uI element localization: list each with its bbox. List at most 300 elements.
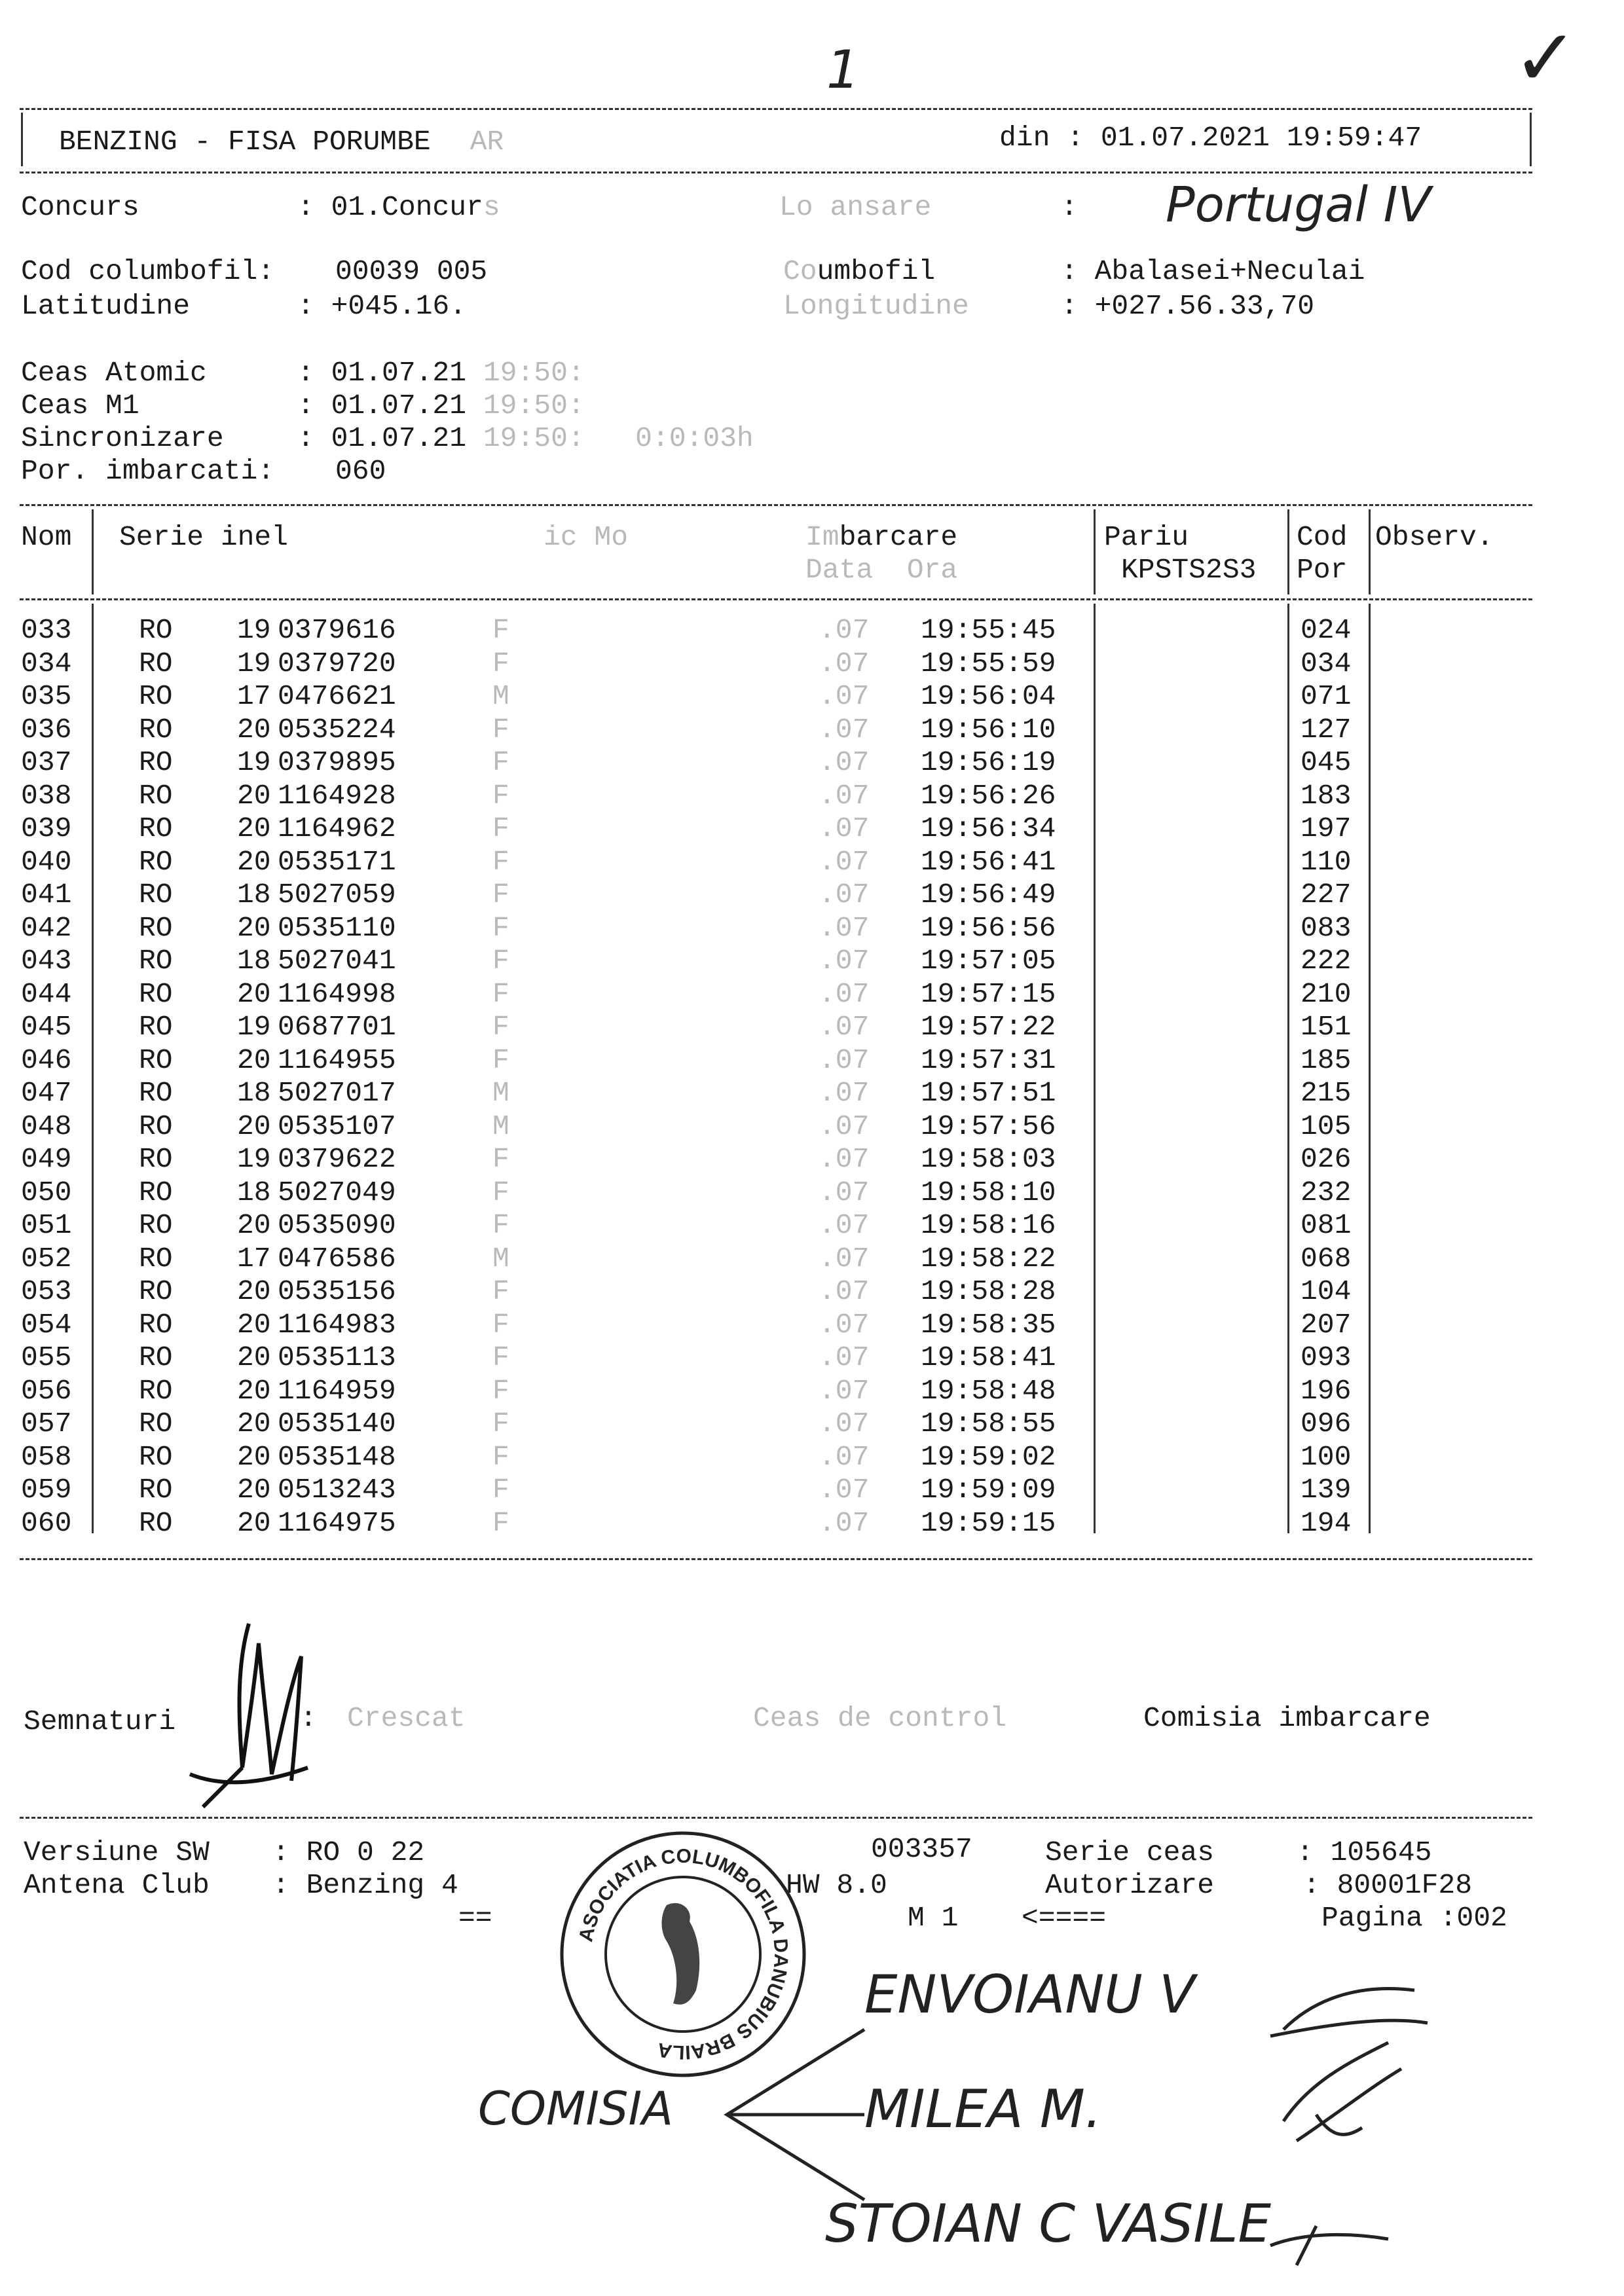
cell-inel: 0535090 (278, 1209, 396, 1241)
cell-ora: 19:56:56 (921, 911, 1056, 944)
cell-inel: 1164998 (278, 977, 396, 1010)
cell-cod: 215 (1301, 1077, 1352, 1109)
cell-inel: 0535140 (278, 1408, 396, 1440)
page-title: BENZING - FISA PORUMBE AR (59, 126, 504, 158)
cell-nom: 043 (21, 945, 72, 977)
cell-sex: F (492, 1143, 509, 1175)
columbofil-value: : Abalasei+Neculai (1061, 255, 1365, 287)
table-row (0, 714, 1624, 746)
cell-data: .07 (819, 1209, 870, 1241)
cell-ora: 19:58:55 (921, 1408, 1056, 1440)
cell-an: 20 (237, 1275, 271, 1307)
col-header-observ: Observ. (1375, 521, 1494, 553)
cell-an: 20 (237, 1374, 271, 1407)
cell-data: .07 (819, 1275, 870, 1307)
cell-sex: F (492, 1474, 509, 1506)
cell-nom: 055 (21, 1341, 72, 1374)
cell-ora: 19:57:05 (921, 945, 1056, 977)
cell-ora: 19:58:28 (921, 1275, 1056, 1307)
autorizare-value: : 80001F28 (1303, 1869, 1473, 1901)
table-row (0, 1243, 1624, 1275)
col-divider-pariu-head (1094, 509, 1096, 594)
cell-inel: 5027059 (278, 879, 396, 911)
cell-ora: 19:56:26 (921, 779, 1056, 812)
cell-nom: 048 (21, 1110, 72, 1142)
lansare-handwritten: Portugal IV (1166, 177, 1431, 233)
cell-sex: F (492, 911, 509, 944)
cell-nom: 060 (21, 1506, 72, 1539)
cell-cod: 151 (1301, 1011, 1352, 1043)
cell-an: 20 (237, 1110, 271, 1142)
cell-an: 18 (237, 1077, 271, 1109)
cell-cod: 081 (1301, 1209, 1352, 1241)
cell-cod: 197 (1301, 812, 1352, 845)
cell-cod: 185 (1301, 1044, 1352, 1076)
cell-tara: RO (139, 1308, 173, 1341)
cell-data: .07 (819, 1474, 870, 1506)
table-row (0, 780, 1624, 812)
cell-tara: RO (139, 680, 173, 712)
cell-inel: 0687701 (278, 1011, 396, 1043)
cell-cod: 227 (1301, 879, 1352, 911)
ceas-atomic-value: : 01.07.21 19:50: (297, 357, 585, 389)
cell-nom: 037 (21, 746, 72, 778)
table-row (0, 1011, 1624, 1044)
cell-nom: 041 (21, 879, 72, 911)
cell-data: .07 (819, 879, 870, 911)
cell-sex: M (492, 680, 509, 712)
cell-inel: 0379616 (278, 614, 396, 646)
header-top-rule (20, 108, 1532, 110)
cell-an: 19 (237, 1143, 271, 1175)
cell-sex: F (492, 746, 509, 778)
cell-ora: 19:56:41 (921, 845, 1056, 878)
cell-data: .07 (819, 845, 870, 878)
cell-cod: 222 (1301, 945, 1352, 977)
cell-data: .07 (819, 1308, 870, 1341)
cell-sex: F (492, 779, 509, 812)
cell-inel: 5027041 (278, 945, 396, 977)
cell-nom: 044 (21, 977, 72, 1010)
cell-an: 18 (237, 879, 271, 911)
cell-an: 20 (237, 1308, 271, 1341)
table-row (0, 1275, 1624, 1308)
cod-columbofil-value: 00039 005 (335, 255, 488, 287)
ceas-m1-value: : 01.07.21 19:50: (297, 390, 585, 422)
cell-nom: 052 (21, 1242, 72, 1275)
table-row (0, 912, 1624, 945)
cell-nom: 058 (21, 1440, 72, 1473)
cell-tara: RO (139, 1110, 173, 1142)
col-header-cod: Cod (1297, 521, 1348, 553)
cell-an: 19 (237, 614, 271, 646)
cell-cod: 127 (1301, 713, 1352, 746)
cell-nom: 046 (21, 1044, 72, 1076)
cell-inel: 0535171 (278, 845, 396, 878)
cell-data: .07 (819, 1077, 870, 1109)
table-row (0, 1474, 1624, 1506)
cell-an: 20 (237, 1209, 271, 1241)
cell-cod: 104 (1301, 1275, 1352, 1307)
serie-ceas-value: : 105645 (1297, 1836, 1432, 1868)
cell-cod: 232 (1301, 1176, 1352, 1209)
cell-ora: 19:56:04 (921, 680, 1056, 712)
signatures-colon: : (300, 1702, 317, 1734)
cell-tara: RO (139, 1440, 173, 1473)
cell-nom: 054 (21, 1308, 72, 1341)
cell-cod: 207 (1301, 1308, 1352, 1341)
cell-inel: 0535113 (278, 1341, 396, 1374)
cell-nom: 050 (21, 1176, 72, 1209)
cell-inel: 1164928 (278, 779, 396, 812)
footer-top-rule (20, 1817, 1532, 1819)
cell-data: .07 (819, 779, 870, 812)
cell-tara: RO (139, 1275, 173, 1307)
table-row (0, 846, 1624, 879)
cell-nom: 040 (21, 845, 72, 878)
cell-ora: 19:58:16 (921, 1209, 1056, 1241)
cell-sex: F (492, 713, 509, 746)
header-left-border (21, 113, 23, 166)
table-row (0, 647, 1624, 680)
col-header-pariu: Pariu (1104, 521, 1189, 553)
cell-nom: 059 (21, 1474, 72, 1506)
cell-ora: 19:57:51 (921, 1077, 1056, 1109)
cell-cod: 105 (1301, 1110, 1352, 1142)
cell-nom: 039 (21, 812, 72, 845)
cell-tara: RO (139, 1341, 173, 1374)
cell-data: .07 (819, 812, 870, 845)
cell-sex: F (492, 945, 509, 977)
cell-tara: RO (139, 1143, 173, 1175)
cell-tara: RO (139, 879, 173, 911)
cell-sex: F (492, 614, 509, 646)
cell-data: .07 (819, 713, 870, 746)
commission-member-2: MILEA M. (864, 2079, 1102, 2140)
cell-sex: F (492, 1308, 509, 1341)
cell-an: 17 (237, 1242, 271, 1275)
sincronizare-label: Sincronizare (21, 422, 224, 454)
header-right-border (1530, 113, 1532, 166)
cell-nom: 035 (21, 680, 72, 712)
porumbei-imbarcati-value: 060 (335, 455, 386, 487)
cell-ora: 19:56:19 (921, 746, 1056, 778)
table-row (0, 1110, 1624, 1143)
table-row (0, 1375, 1624, 1408)
cell-cod: 093 (1301, 1341, 1352, 1374)
cell-ora: 19:55:45 (921, 614, 1056, 646)
cell-nom: 047 (21, 1077, 72, 1109)
table-row (0, 1176, 1624, 1209)
cell-tara: RO (139, 1408, 173, 1440)
arrow-left: == (458, 1902, 492, 1934)
cell-sex: F (492, 1011, 509, 1043)
table-row (0, 1341, 1624, 1374)
cell-nom: 053 (21, 1275, 72, 1307)
cell-ora: 19:58:10 (921, 1176, 1056, 1209)
cell-data: .07 (819, 1110, 870, 1142)
cell-data: .07 (819, 945, 870, 977)
ceas-atomic-label: Ceas Atomic (21, 357, 207, 389)
cell-inel: 0535148 (278, 1440, 396, 1473)
cell-tara: RO (139, 845, 173, 878)
cell-tara: RO (139, 1374, 173, 1407)
cell-sex: F (492, 647, 509, 680)
cell-inel: 0535224 (278, 713, 396, 746)
cell-an: 20 (237, 911, 271, 944)
cell-ora: 19:57:31 (921, 1044, 1056, 1076)
cell-inel: 1164955 (278, 1044, 396, 1076)
cell-an: 18 (237, 945, 271, 977)
handwritten-number: 1 (826, 39, 860, 100)
cell-nom: 057 (21, 1408, 72, 1440)
cell-ora: 19:58:48 (921, 1374, 1056, 1407)
cell-an: 19 (237, 746, 271, 778)
antena-label: Antena Club (24, 1869, 210, 1901)
cell-cod: 210 (1301, 977, 1352, 1010)
cell-cod: 083 (1301, 911, 1352, 944)
signature-scribble (177, 1617, 334, 1827)
cell-an: 20 (237, 977, 271, 1010)
cell-nom: 056 (21, 1374, 72, 1407)
cell-an: 20 (237, 713, 271, 746)
cell-tara: RO (139, 1011, 173, 1043)
cell-data: .07 (819, 1408, 870, 1440)
latitudine-label: Latitudine (21, 290, 191, 322)
table-row (0, 978, 1624, 1011)
table-row (0, 1507, 1624, 1540)
cell-cod: 194 (1301, 1506, 1352, 1539)
cell-nom: 034 (21, 647, 72, 680)
cell-an: 20 (237, 1474, 271, 1506)
cell-inel: 0513243 (278, 1474, 396, 1506)
cell-inel: 1164962 (278, 812, 396, 845)
cell-sex: F (492, 1275, 509, 1307)
cell-data: .07 (819, 1440, 870, 1473)
cell-inel: 0476621 (278, 680, 396, 712)
commission-arrow-icon (714, 2016, 871, 2213)
cell-sex: F (492, 1440, 509, 1473)
cell-an: 20 (237, 845, 271, 878)
table-bottom-rule (20, 1558, 1532, 1560)
cell-inel: 0379895 (278, 746, 396, 778)
col-header-serie: Serie inel (119, 521, 289, 553)
cell-sex: M (492, 1110, 509, 1142)
cell-cod: 183 (1301, 779, 1352, 812)
cell-nom: 038 (21, 779, 72, 812)
cell-data: .07 (819, 746, 870, 778)
cell-an: 20 (237, 1506, 271, 1539)
cell-tara: RO (139, 1474, 173, 1506)
porumbei-imbarcati-label: Por. imbarcati: (21, 455, 275, 487)
cell-data: .07 (819, 977, 870, 1010)
cell-nom: 049 (21, 1143, 72, 1175)
cell-data: .07 (819, 1011, 870, 1043)
cell-nom: 042 (21, 911, 72, 944)
cell-an: 20 (237, 812, 271, 845)
col-header-imbarcare: Imbarcare (805, 521, 958, 553)
lansare-colon: : (1061, 191, 1078, 223)
versiune-value: : RO 0 22 (272, 1836, 425, 1868)
stamp-text: ASOCIATIA COLUMBOFILA DANUBIUS BRAILA (575, 1845, 792, 2064)
cell-ora: 19:56:34 (921, 812, 1056, 845)
cell-cod: 139 (1301, 1474, 1352, 1506)
cell-sex: F (492, 1374, 509, 1407)
cell-cod: 071 (1301, 680, 1352, 712)
cell-inel: 5027049 (278, 1176, 396, 1209)
hw-version: HW 8.0 (786, 1869, 887, 1901)
cell-an: 18 (237, 1176, 271, 1209)
table-row (0, 1309, 1624, 1341)
cell-data: .07 (819, 1341, 870, 1374)
col-header-pariu-sub: KPSTS2S3 (1121, 554, 1257, 586)
versiune-label: Versiune SW (24, 1836, 210, 1868)
cell-inel: 0476586 (278, 1242, 396, 1275)
table-row (0, 1441, 1624, 1474)
signature-ceas-control: Ceas de control (753, 1702, 1007, 1734)
cell-sex: F (492, 845, 509, 878)
table-row (0, 614, 1624, 647)
cell-cod: 034 (1301, 647, 1352, 680)
cell-an: 20 (237, 1044, 271, 1076)
cell-data: .07 (819, 1176, 870, 1209)
table-row (0, 1209, 1624, 1242)
cell-cod: 068 (1301, 1242, 1352, 1275)
commission-member-1: ENVOIANU V (864, 1964, 1195, 2025)
concurs-value: : 01.Concurs (297, 191, 500, 223)
report-date: din : 01.07.2021 19:59:47 (999, 122, 1422, 154)
table-row (0, 1408, 1624, 1440)
cell-ora: 19:58:03 (921, 1143, 1056, 1175)
cell-tara: RO (139, 779, 173, 812)
col-divider-cod-head (1287, 509, 1289, 594)
m1-marker: M 1 (908, 1902, 959, 1934)
cell-sex: F (492, 812, 509, 845)
cell-data: .07 (819, 1374, 870, 1407)
commission-label: COMISIA (478, 2082, 673, 2136)
cell-nom: 033 (21, 614, 72, 646)
cell-tara: RO (139, 1176, 173, 1209)
cell-ora: 19:56:10 (921, 713, 1056, 746)
cell-inel: 0379622 (278, 1143, 396, 1175)
cell-inel: 5027017 (278, 1077, 396, 1109)
cell-inel: 1164983 (278, 1308, 396, 1341)
cell-nom: 045 (21, 1011, 72, 1043)
table-row (0, 812, 1624, 845)
cell-cod: 024 (1301, 614, 1352, 646)
cell-an: 19 (237, 647, 271, 680)
cell-sex: M (492, 1242, 509, 1275)
cell-ora: 19:58:22 (921, 1242, 1056, 1275)
col-header-data-ora: Data Ora (805, 554, 958, 586)
cell-ora: 19:58:41 (921, 1341, 1056, 1374)
cell-inel: 0535156 (278, 1275, 396, 1307)
cell-tara: RO (139, 647, 173, 680)
cell-ora: 19:58:35 (921, 1308, 1056, 1341)
cell-data: .07 (819, 680, 870, 712)
longitudine-value: : +027.56.33,70 (1061, 290, 1315, 322)
checkmark-icon: ✓ (1513, 13, 1579, 104)
concurs-label: Concurs (21, 191, 139, 223)
cell-tara: RO (139, 746, 173, 778)
longitudine-label: Longitudine (783, 290, 969, 322)
table-row (0, 879, 1624, 911)
cell-an: 20 (237, 1341, 271, 1374)
table-row (0, 680, 1624, 713)
cell-an: 20 (237, 1408, 271, 1440)
columbofil-label: Coumbofil (783, 255, 936, 287)
header-bottom-rule (20, 172, 1532, 173)
antena-value: : Benzing 4 (272, 1869, 458, 1901)
cell-ora: 19:57:22 (921, 1011, 1056, 1043)
cell-ora: 19:55:59 (921, 647, 1056, 680)
cell-data: .07 (819, 911, 870, 944)
cell-ora: 19:57:56 (921, 1110, 1056, 1142)
table-top-rule (20, 504, 1532, 506)
latitudine-value: : +045.16. (297, 290, 467, 322)
cell-nom: 051 (21, 1209, 72, 1241)
cell-sex: M (492, 1077, 509, 1109)
signatures-label: Semnaturi (24, 1705, 176, 1738)
autorizare-label: Autorizare (1045, 1869, 1215, 1901)
col-divider-obs-head (1369, 509, 1371, 594)
cell-inel: 1164959 (278, 1374, 396, 1407)
commission-signatures (1257, 1958, 1454, 2272)
cell-cod: 045 (1301, 746, 1352, 778)
cell-data: .07 (819, 1506, 870, 1539)
cell-data: .07 (819, 614, 870, 646)
cell-an: 20 (237, 1440, 271, 1473)
table-row (0, 1143, 1624, 1176)
col-header-sex-color: ic Mo (544, 521, 629, 553)
cell-cod: 026 (1301, 1143, 1352, 1175)
col-divider-nom-head (92, 509, 94, 594)
cell-ora: 19:56:49 (921, 879, 1056, 911)
cell-tara: RO (139, 911, 173, 944)
cell-cod: 096 (1301, 1408, 1352, 1440)
cell-cod: 110 (1301, 845, 1352, 878)
cell-an: 19 (237, 1011, 271, 1043)
cell-tara: RO (139, 713, 173, 746)
page-number: Pagina :002 (1321, 1902, 1507, 1934)
cell-cod: 196 (1301, 1374, 1352, 1407)
cell-an: 17 (237, 680, 271, 712)
cell-sex: F (492, 879, 509, 911)
lansare-label: Lo ansare (779, 191, 932, 223)
cell-data: .07 (819, 1143, 870, 1175)
cell-ora: 19:59:15 (921, 1506, 1056, 1539)
cell-sex: F (492, 1176, 509, 1209)
cell-tara: RO (139, 1044, 173, 1076)
table-header-rule (20, 598, 1532, 600)
cell-nom: 036 (21, 713, 72, 746)
sincronizare-value: : 01.07.21 19:50: 0:0:03h (297, 422, 754, 454)
cell-sex: F (492, 1506, 509, 1539)
commission-member-3: STOIAN C VASILE (825, 2193, 1272, 2254)
cell-sex: F (492, 977, 509, 1010)
cell-inel: 0535107 (278, 1110, 396, 1142)
mid-code: 003357 (871, 1833, 972, 1865)
pigeon-icon (662, 1903, 700, 2005)
cell-tara: RO (139, 1077, 173, 1109)
signature-crescator: Crescat (347, 1702, 466, 1734)
table-row (0, 746, 1624, 779)
cell-ora: 19:59:09 (921, 1474, 1056, 1506)
cell-tara: RO (139, 945, 173, 977)
ceas-m1-label: Ceas M1 (21, 390, 139, 422)
cell-ora: 19:59:02 (921, 1440, 1056, 1473)
col-header-cod-sub: Por (1297, 554, 1348, 586)
